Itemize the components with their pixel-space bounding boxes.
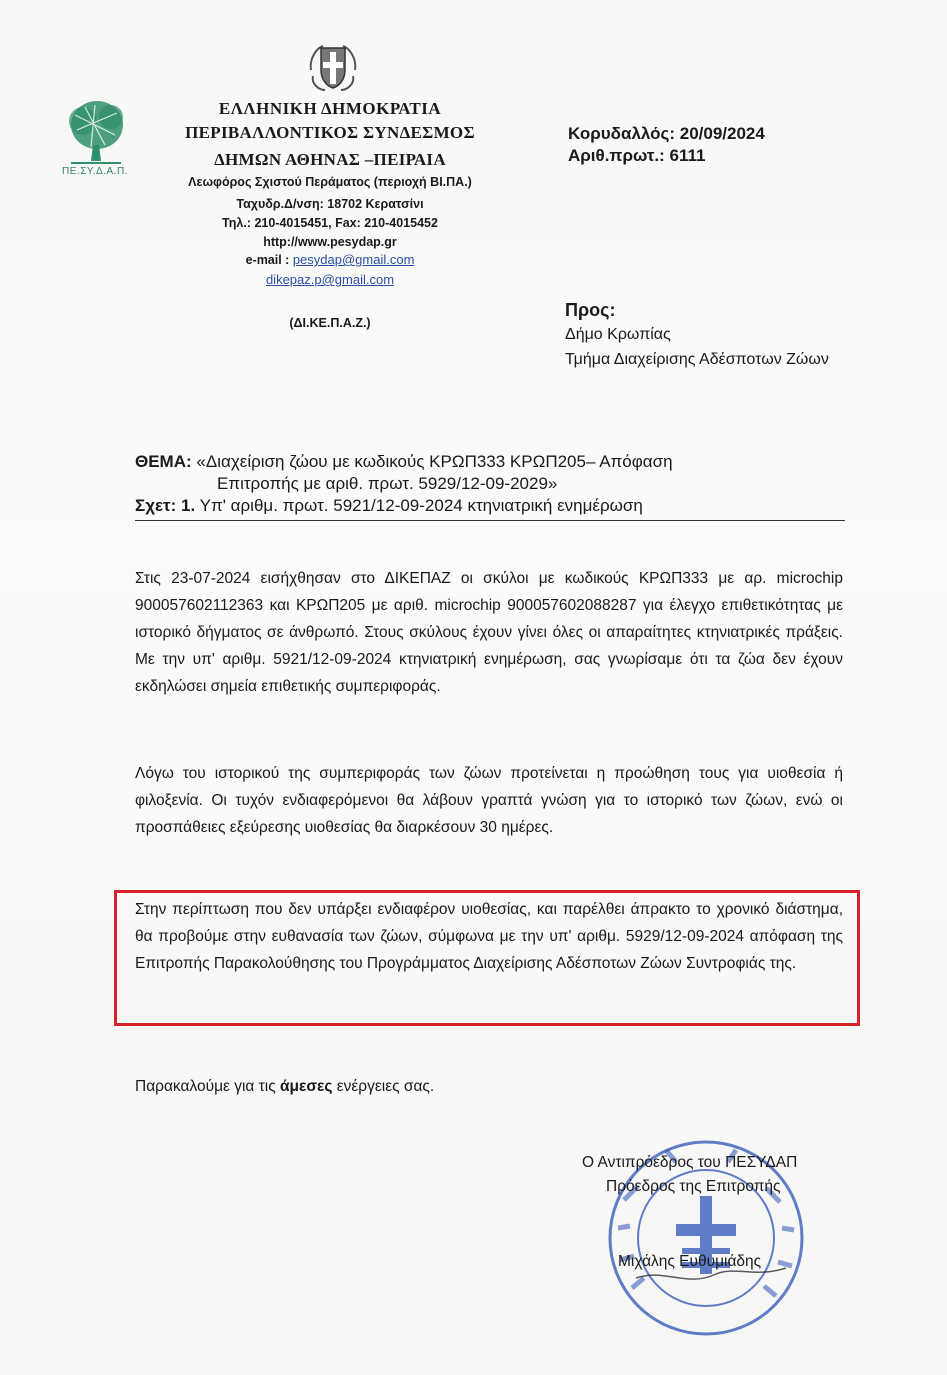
recipient-line-1: Δήμο Κρωπίας: [565, 326, 671, 343]
subject-text-1: «Διαχείριση ζώου με κωδικούς ΚΡΩΠ333 ΚΡΩΠ205– Απόφαση: [196, 452, 673, 471]
header-address: Λεωφόρος Σχιστού Περάματος (περιοχή ΒΙ.ΠΑ.): [188, 175, 472, 189]
recipient-label: Προς:: [565, 300, 616, 320]
header-email-row-2: [130, 272, 530, 287]
closing-text-bold: άμεσες: [280, 1078, 333, 1095]
header-line-municipalities: ΔΗΜΩΝ ΑΘΗΝΑΣ –ΠΕΙΡΑΙΑ: [214, 150, 446, 169]
subject-line-1: [135, 452, 673, 472]
email-label: e-mail :: [245, 253, 290, 267]
email-link-pesydap[interactable]: pesydap@gmail.com: [292, 252, 415, 267]
subject-divider: [135, 520, 845, 521]
header-phone-fax: Τηλ.: 210-4015451, Fax: 210-4015452: [222, 216, 438, 230]
signature-name: Μιχάλης Ευθυμιάδης: [618, 1253, 762, 1270]
header-postal: Ταχυδρ.Δ/νση: 18702 Κερατσίνι: [236, 197, 424, 211]
subject-label: ΘΕΜΑ:: [135, 452, 192, 471]
body-paragraph-1: Στις 23-07-2024 εισήχθησαν στο ΔΙΚΕΠΑΖ οι σκύλοι με κωδικούς ΚΡΩΠ333 με αρ. microchip 900057602112363 και ΚΡΩΠ205 με αριθ. microchip 900057602088287 για έλεγχο επιθετικότητας με ιστορικό δήγματος σε άνθρωπό. Στους σκύλους έχουν γίνει όλες οι απαραίτητες κτηνιατρικές πράξεις. Με την υπ' αριθμ. 5921/12-09-2024 κτηνιατρική ενημέρωση, σας γνωρίσαμε ότι τα ζώα δεν έχουν εκδηλώσει σημεία επιθετικής συμπεριφοράς.: [135, 570, 843, 695]
logo-label: ΠΕ.ΣΥ.Δ.Α.Π.: [62, 166, 128, 177]
reference-text: Υπ' αριθμ. πρωτ. 5921/12-09-2024 κτηνιατρική ενημέρωση: [199, 496, 643, 515]
header-email-row: [130, 252, 530, 267]
document-date: Κορυδαλλός: 20/09/2024: [568, 124, 765, 143]
protocol-number: Αριθ.πρωτ.: 6111: [568, 146, 706, 165]
header-line-association: ΠΕΡΙΒΑΛΛΟΝΤΙΚΟΣ ΣΥΝΔΕΣΜΟΣ: [185, 123, 475, 142]
body-paragraph-2: Λόγω του ιστορικού της συμπεριφοράς των ζώων προτείνεται η προώθηση τους για υιοθεσία ή φιλοξενία. Οι τυχόν ενδιαφερόμενοι θα λάβουν γραπτά γνώση για το ιστορικό των ζώων, ενώ οι προσπάθειες εξεύρεσης υιοθεσίας θα διαρκέσουν 30 ημέρες.: [135, 765, 843, 836]
email-link-dikepaz[interactable]: dikepaz.p@gmail.com: [265, 272, 395, 287]
signature-title-1: Ο Αντιπρόεδρος του ΠΕΣΥΔΑΠ: [582, 1154, 798, 1171]
coat-of-arms-icon: [303, 40, 363, 94]
body-paragraph-3-highlighted: Στην περίπτωση που δεν υπάρξει ενδιαφέρον υιοθεσίας, και παρέλθει άπρακτο το χρονικό διάστημα, θα προβούμε στην ευθανασία των ζώων, σύμφωνα με την υπ' αριθμ. 5929/12-09-2024 απόφαση της Επιτροπής Παρακολούθησης του Προγράμματος Διαχείρισης Αδέσποτων Ζώων Συντροφιάς της.: [135, 901, 843, 972]
recipient-line-2: Τμήμα Διαχείρισης Αδέσποτων Ζώων: [565, 351, 829, 368]
subject-reference: [135, 496, 643, 516]
body-paragraph-4: [135, 1073, 843, 1100]
reference-label: Σχετ: 1.: [135, 496, 196, 515]
header-department: (ΔΙ.ΚΕ.Π.Α.Ζ.): [289, 316, 371, 330]
closing-text-start: Παρακαλούμε για τις: [135, 1078, 281, 1095]
closing-text-end: ενέργειες σας.: [332, 1078, 435, 1095]
subject-text-2: Επιτροπής με αριθ. πρωτ. 5929/12-09-2029»: [217, 474, 558, 493]
header-website[interactable]: http://www.pesydap.gr: [263, 235, 397, 249]
signature-title-2: Πρόεδρος της Επιτροπής: [606, 1178, 781, 1195]
header-line-republic: ΕΛΛΗΝΙΚΗ ΔΗΜΟΚΡΑΤΙΑ: [218, 99, 442, 118]
